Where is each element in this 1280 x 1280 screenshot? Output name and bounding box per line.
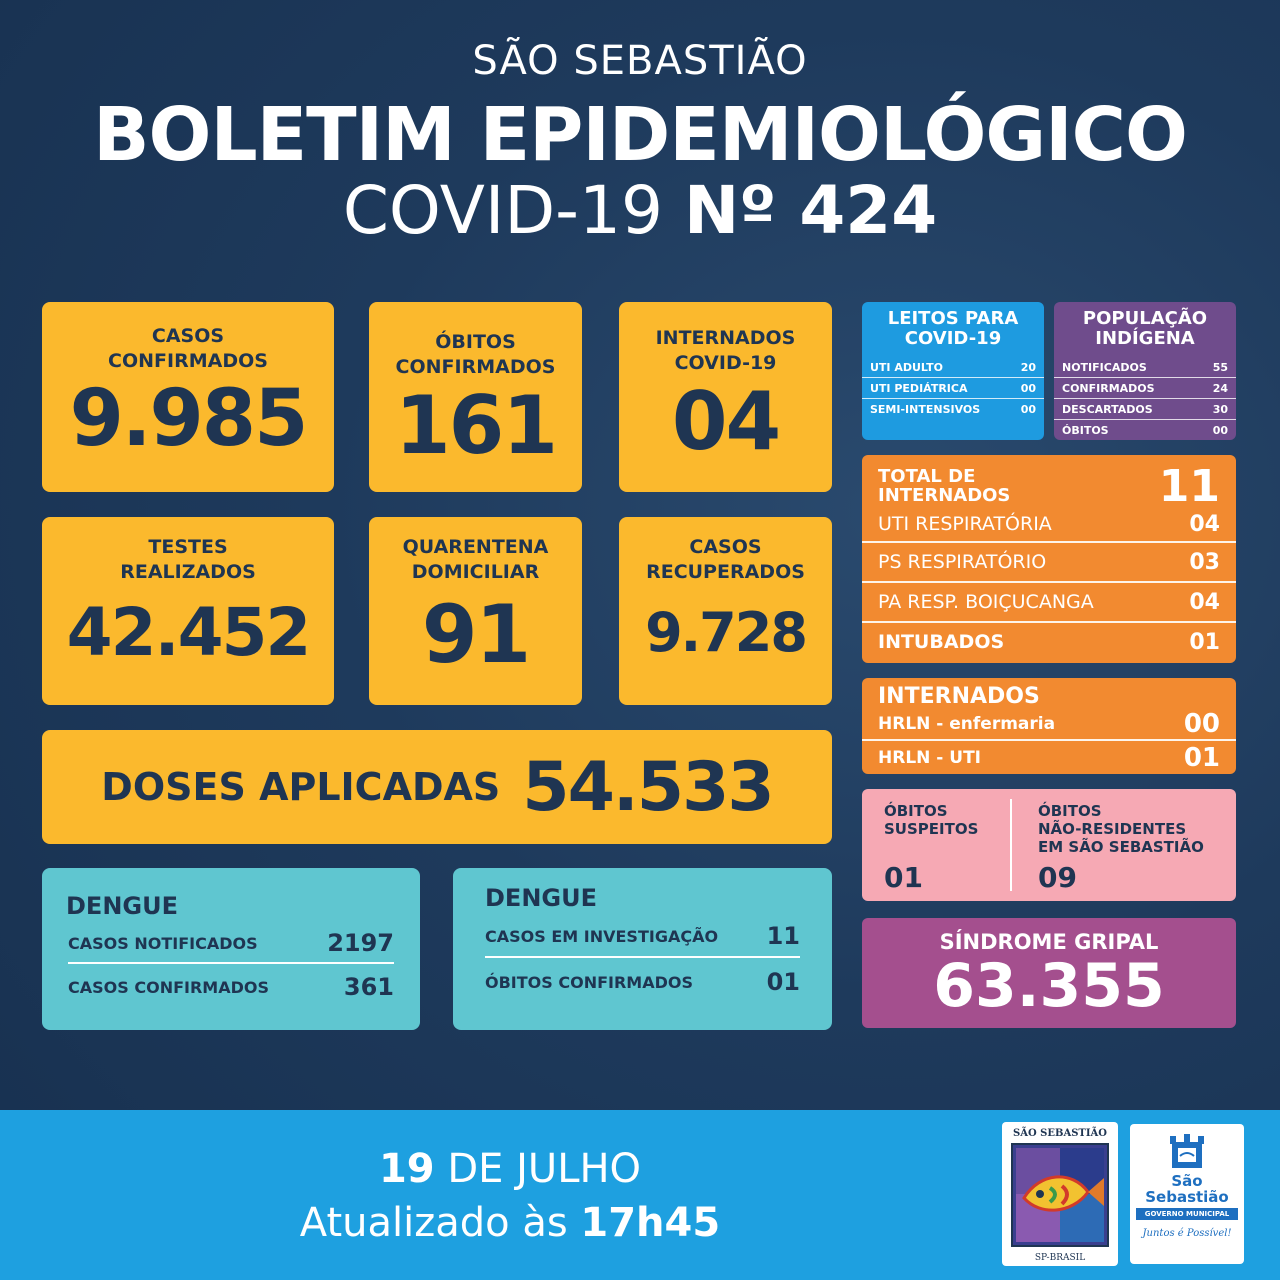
card-title-line: TOTAL DE	[878, 466, 976, 487]
row-value: 01	[1189, 629, 1220, 655]
tile-value: 42.452	[66, 594, 310, 671]
card-title: DENGUE	[66, 892, 178, 920]
tile-value: 9.985	[69, 374, 307, 464]
table-row	[485, 958, 800, 1006]
table-row	[862, 709, 1236, 741]
row-label: ÓBITOS	[1062, 424, 1109, 437]
logo-slogan: Juntos é Possível!	[1142, 1228, 1232, 1239]
card-title: DENGUE	[485, 884, 597, 912]
table-row	[1054, 357, 1236, 378]
row-value: 55	[1212, 360, 1228, 374]
row-value: 11	[766, 922, 800, 950]
tile-casos-recuperados	[619, 517, 832, 705]
label-line: ÓBITOS	[1038, 802, 1102, 820]
sindrome-gripal-card	[862, 918, 1236, 1028]
tile-label: CASOS	[689, 536, 762, 558]
tile-internados-covid	[619, 302, 832, 492]
card-title	[878, 467, 1010, 505]
date-month: DE JULHO	[447, 1146, 642, 1192]
card-title-line: INDÍGENA	[1095, 328, 1195, 349]
row-value: 24	[1212, 381, 1228, 395]
doses-label: DOSES APLICADAS	[101, 765, 501, 809]
updated-hour: 17h45	[580, 1200, 721, 1246]
obitos-nao-residentes-value: 09	[1038, 861, 1077, 894]
bulletin-number: Nº 424	[683, 172, 938, 249]
row-label: CASOS EM INVESTIGAÇÃO	[485, 926, 719, 946]
table-row	[68, 924, 394, 964]
subtitle-prefix: COVID-19	[342, 172, 663, 249]
logo-text: Sebastião	[1145, 1188, 1229, 1206]
total-internados-value: 11	[1158, 460, 1220, 512]
city-name: SÃO SEBASTIÃO	[472, 38, 808, 84]
page-title: BOLETIM EPIDEMIOLÓGICO	[93, 92, 1187, 178]
tile-value: 91	[421, 588, 530, 681]
row-value: 00	[1183, 709, 1220, 739]
row-label: PA RESP. BOIÇUCANGA	[878, 591, 1094, 613]
indigena-card	[1054, 302, 1236, 440]
obitos-extra-card	[862, 789, 1236, 901]
logo-text: SÃO SEBASTIÃO	[1012, 1128, 1108, 1139]
leitos-table	[862, 357, 1044, 420]
tile-label: TESTES	[148, 536, 228, 558]
tile-testes-realizados	[42, 517, 334, 705]
table-row	[68, 964, 394, 1010]
card-title-line: COVID-19	[904, 328, 1002, 349]
table-row	[1054, 378, 1236, 399]
tile-label: CASOS	[151, 325, 225, 347]
tile-label: INTERNADOS	[655, 327, 796, 349]
card-title	[862, 302, 1044, 349]
row-value: 01	[1183, 743, 1220, 773]
obitos-nao-residentes-label	[1038, 802, 1204, 856]
tile-obitos-confirmados	[369, 302, 582, 492]
row-label: SEMI-INTENSIVOS	[870, 403, 981, 416]
updated-time	[280, 1200, 740, 1246]
card-title-line: INTERNADOS	[878, 485, 1011, 506]
table-row	[485, 916, 800, 958]
label-line: ÓBITOS	[884, 802, 948, 820]
tile-label: CONFIRMADOS	[108, 350, 268, 372]
label-line: EM SÃO SEBASTIÃO	[1038, 838, 1204, 856]
logo-text: SP-BRASIL	[1034, 1253, 1086, 1263]
tile-doses-aplicadas	[42, 730, 832, 844]
table-row	[1054, 420, 1236, 441]
table-row	[1054, 399, 1236, 420]
row-label: HRLN - enfermaria	[878, 714, 1056, 734]
row-label: NOTIFICADOS	[1062, 360, 1147, 374]
row-label: HRLN - UTI	[878, 748, 981, 768]
row-value: 01	[766, 968, 800, 996]
total-internados-header	[862, 455, 1236, 512]
card-title-line: POPULAÇÃO	[1082, 308, 1208, 329]
doses-value: 54.533	[522, 747, 773, 827]
row-label: UTI ADULTO	[870, 360, 943, 374]
municipal-government-logo	[1130, 1124, 1244, 1264]
table-row	[862, 357, 1044, 378]
bulletin-subtitle	[0, 172, 1280, 249]
dengue-right-card	[453, 868, 832, 1030]
row-label: INTUBADOS	[878, 631, 1005, 653]
tile-label: QUARENTENA	[402, 536, 549, 558]
obitos-suspeitos-label	[884, 802, 978, 838]
row-value: 03	[1189, 549, 1220, 575]
row-value: 04	[1189, 511, 1220, 537]
divider	[1010, 799, 1012, 891]
row-label: UTI PEDIÁTRICA	[870, 381, 968, 395]
row-value: 00	[1020, 381, 1036, 395]
row-label: CASOS CONFIRMADOS	[68, 977, 269, 997]
obitos-suspeitos-value: 01	[884, 861, 923, 894]
row-value: 361	[343, 973, 394, 1001]
tile-label: REALIZADOS	[120, 561, 256, 583]
row-value: 30	[1212, 402, 1228, 416]
date-day: 19	[378, 1146, 435, 1192]
crest-icon	[1164, 1132, 1210, 1172]
tile-label: COVID-19	[674, 352, 777, 374]
table-row	[862, 378, 1044, 399]
bulletin-date	[280, 1146, 740, 1192]
card-title: INTERNADOS	[878, 684, 1040, 709]
row-label: PS RESPIRATÓRIO	[878, 551, 1047, 573]
label-line: SUSPEITOS	[884, 820, 979, 838]
updated-prefix: Atualizado às	[299, 1200, 568, 1246]
tile-label: DOMICILIAR	[411, 561, 540, 583]
card-title-line: LEITOS PARA	[887, 308, 1019, 329]
tile-value: 161	[395, 379, 556, 472]
tile-label: RECUPERADOS	[646, 561, 805, 583]
table-row	[862, 583, 1236, 623]
tile-value: 04	[671, 375, 780, 468]
row-value: 00	[1212, 424, 1228, 437]
row-value: 04	[1189, 589, 1220, 615]
internados-hrln-card	[862, 678, 1236, 774]
tile-label: ÓBITOS	[435, 331, 516, 353]
row-label: ÓBITOS CONFIRMADOS	[485, 972, 694, 992]
sindrome-gripal-label: SÍNDROME GRIPAL	[939, 930, 1159, 954]
card-title	[1054, 302, 1236, 349]
table-row	[862, 399, 1044, 420]
tile-value: 9.728	[645, 601, 806, 664]
table-row	[862, 543, 1236, 583]
sindrome-gripal-value: 63.355	[933, 951, 1165, 1021]
city-emblem-logo	[1002, 1122, 1118, 1266]
row-label: UTI RESPIRATÓRIA	[878, 513, 1052, 535]
row-value: 2197	[327, 929, 394, 957]
table-row	[862, 507, 1236, 543]
logo-band: GOVERNO MUNICIPAL	[1136, 1208, 1238, 1220]
table-row	[862, 623, 1236, 661]
table-row	[862, 741, 1236, 775]
fish-emblem-icon	[1010, 1142, 1110, 1248]
tile-casos-confirmados	[42, 302, 334, 492]
total-internados-card	[862, 455, 1236, 663]
indigena-table	[1054, 357, 1236, 441]
row-value: 00	[1020, 403, 1036, 416]
logo-text: São	[1171, 1172, 1203, 1190]
tile-label: CONFIRMADOS	[395, 356, 556, 378]
tile-quarentena	[369, 517, 582, 705]
label-line: NÃO-RESIDENTES	[1038, 820, 1187, 838]
row-label: DESCARTADOS	[1062, 402, 1153, 416]
leitos-card	[862, 302, 1044, 440]
row-value: 20	[1020, 360, 1036, 374]
row-label: CONFIRMADOS	[1062, 381, 1155, 395]
row-label: CASOS NOTIFICADOS	[68, 933, 258, 953]
dengue-left-card	[42, 868, 420, 1030]
